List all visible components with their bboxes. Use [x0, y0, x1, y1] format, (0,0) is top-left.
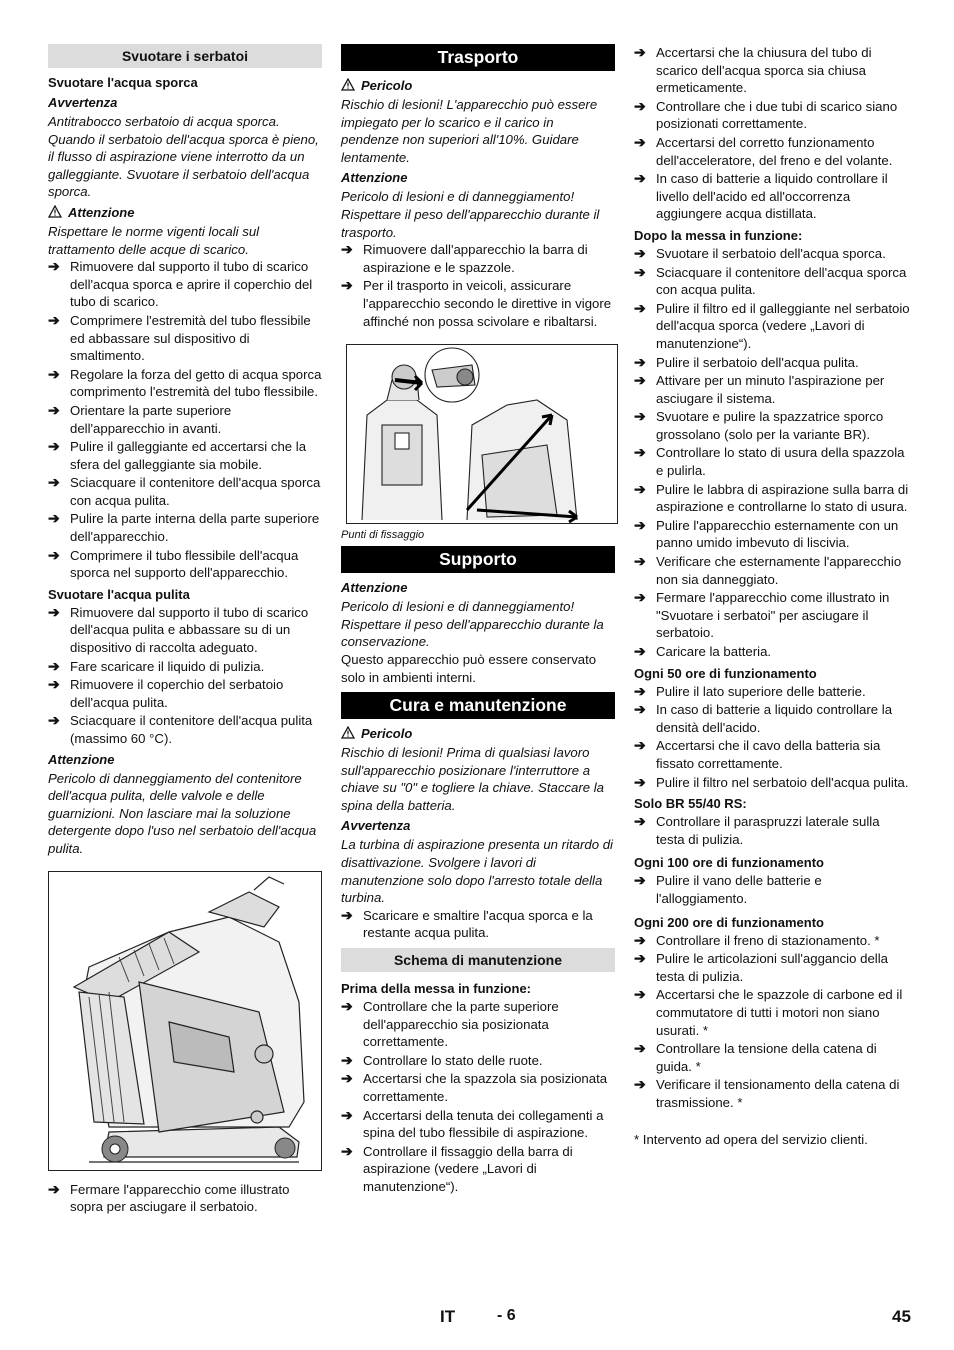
list-item: [48, 658, 322, 676]
list-item-text: Sciacquare il contenitore dell'acqua pulita (massimo 60 °C).: [70, 713, 313, 746]
list-item: [634, 264, 910, 299]
avvertenza-text: La turbina di aspirazione presenta un ritardo di disattivazione. Svolgere i lavori di manutenzione solo dopo l'arresto totale della turbina.: [341, 837, 613, 906]
list-item: [634, 643, 910, 661]
column-left: [48, 44, 322, 1217]
subheading-200-ore: Ogni 200 ore di funzionamento: [634, 914, 824, 930]
instruction-list-scaricare: [341, 907, 615, 942]
arrow-right-icon: ➔: [634, 408, 646, 425]
list-item-text: Pulire il galleggiante ed accertarsi che la sfera del galleggiante sia mobile.: [70, 439, 307, 472]
list-item: [48, 366, 322, 401]
arrow-right-icon: ➔: [48, 712, 60, 729]
subheading-acqua-sporca: Svuotare l'acqua sporca: [48, 75, 198, 90]
attenzione-label: Attenzione: [48, 204, 322, 221]
arrow-right-icon: ➔: [634, 170, 646, 187]
subheading-50-ore: Ogni 50 ore di funzionamento: [634, 665, 817, 681]
list-item: [634, 932, 910, 950]
arrow-right-icon: ➔: [634, 737, 646, 754]
list-item-text: Accertarsi che la spazzola sia posizionata correttamente.: [363, 1071, 608, 1104]
arrow-right-icon: ➔: [48, 676, 60, 693]
list-item-text: Controllare la tensione della catena di guida. *: [656, 1041, 877, 1074]
list-item-text: Accertarsi del corretto funzionamento dell'acceleratore, del freno e del volante.: [656, 134, 893, 168]
list-item-text: Attivare per un minuto l'aspirazione per asciugare il sistema.: [656, 373, 885, 406]
list-item: [634, 701, 910, 736]
column-middle: [341, 44, 615, 1197]
list-item-text: Sciacquare il contenitore dell'acqua sporca con acqua pulita.: [656, 264, 907, 298]
arrow-right-icon: ➔: [634, 950, 646, 967]
arrow-right-icon: ➔: [634, 1076, 646, 1093]
list-item-text: Pulire le articolazioni sull'aggancio della testa di pulizia.: [656, 951, 888, 984]
column-right: [634, 44, 910, 1149]
arrow-right-icon: ➔: [634, 813, 646, 830]
attenzione-text-2: Pericolo di danneggiamento del contenitore dell'acqua pulita, delle valvole e delle guarnizioni. Non lasciare mai la soluzione detergente dopo l'uso nel serbatoio dell'acqua pulita.: [48, 770, 317, 856]
warning-triangle-icon: [341, 78, 355, 91]
arrow-right-icon: ➔: [48, 510, 60, 527]
arrow-right-icon: ➔: [634, 444, 646, 461]
list-item-text: Rimuovere dal supporto il tubo di scarico dell'acqua pulita e abbassare su di un dispositivo di raccolta adeguato.: [70, 604, 309, 656]
instruction-list-200-ore: [634, 932, 910, 1112]
list-item-text: Pulire il filtro ed il galleggiante nel serbatoio dell'acqua sporca (vedere „Lavori di manutenzione“).: [656, 300, 910, 351]
arrow-right-icon: ➔: [341, 277, 353, 294]
list-item-text: Per il trasporto in veicoli, assicurare l'apparecchio secondo le direttive in vigore affinché non possa scivolare e ribaltarsi.: [363, 278, 612, 329]
list-item-text: Accertarsi che la chiusura del tubo di scarico dell'acqua sporca sia chiusa ermeticamente.: [656, 45, 872, 96]
list-item: [341, 1143, 615, 1196]
arrow-right-icon: ➔: [341, 906, 353, 923]
attenzione-text: Rispettare le norme vigenti locali sul trattamento delle acque di scarico.: [48, 223, 260, 257]
arrow-right-icon: ➔: [634, 263, 646, 280]
arrow-right-icon: ➔: [341, 1070, 353, 1087]
pericolo-text: Rischio di lesioni! L'apparecchio può essere impiegato per lo scarico e il carico in pendenze non superiori all'10%. Guidare lentamente.: [341, 97, 598, 165]
list-item-text: Sciacquare il contenitore dell'acqua sporca con acqua pulita.: [70, 475, 321, 508]
section-header-supporto: Supporto: [341, 546, 615, 573]
list-item: [341, 1070, 615, 1105]
figure-caption: Punti di fissaggio: [341, 529, 425, 542]
arrow-right-icon: ➔: [48, 546, 60, 563]
subheading-prima: Prima della messa in funzione:: [341, 981, 531, 997]
list-item: [634, 372, 910, 407]
footer-language: IT: [440, 1307, 456, 1326]
instruction-list-100-ore: [634, 872, 910, 907]
list-item: [48, 510, 322, 545]
supporto-text: Questo apparecchio può essere conservato solo in ambienti interni.: [341, 651, 597, 685]
list-item-text: Controllare il paraspruzzi laterale sulla testa di pulizia.: [656, 814, 880, 847]
list-item: [634, 300, 910, 353]
figure-tank-tilted: [48, 871, 322, 1171]
arrow-right-icon: ➔: [634, 97, 646, 114]
list-item-text: In caso di batterie a liquido controllare il livello dell'acido ed all'occorrenza aggiungere acqua distillata.: [656, 171, 888, 222]
arrow-right-icon: ➔: [48, 603, 60, 620]
list-item: [634, 683, 910, 701]
list-item: [341, 998, 615, 1051]
arrow-right-icon: ➔: [48, 1180, 60, 1197]
list-item: [634, 354, 910, 372]
avvertenza-label: Avvertenza: [341, 818, 411, 834]
arrow-right-icon: ➔: [634, 773, 646, 790]
list-item-text: Orientare la parte superiore dell'apparecchio in avanti.: [70, 402, 232, 436]
arrow-right-icon: ➔: [634, 516, 646, 533]
instruction-list-fermare: [48, 1181, 322, 1216]
list-item-text: Controllare che i due tubi di scarico siano posizionati correttamente.: [656, 98, 898, 132]
arrow-right-icon: ➔: [48, 365, 60, 382]
list-item: [634, 245, 910, 263]
subheading-100-ore: Ogni 100 ore di funzionamento: [634, 855, 824, 871]
avvertenza-label: Avvertenza: [48, 95, 118, 110]
arrow-right-icon: ➔: [634, 244, 646, 261]
footer-page-number: 45: [892, 1307, 911, 1326]
list-item: [634, 134, 910, 169]
list-item: [634, 44, 910, 97]
list-item: [634, 774, 910, 792]
arrow-right-icon: ➔: [634, 931, 646, 948]
instruction-list-pulita: [48, 604, 322, 748]
list-item-text: Rimuovere il coperchio del serbatoio dell'acqua pulita.: [70, 677, 284, 710]
list-item-text: Controllare che la parte superiore dell'apparecchio sia posizionata correttamente.: [363, 999, 559, 1050]
list-item-text: Controllare il fissaggio della barra di aspirazione (vedere „Lavori di manutenzione“).: [363, 1143, 573, 1194]
list-item-text: Pulire il filtro nel serbatoio dell'acqua pulita.: [656, 774, 909, 790]
arrow-right-icon: ➔: [634, 44, 646, 60]
section-header-schema: Schema di manutenzione: [341, 948, 615, 972]
list-item-text: Fermare l'apparecchio come illustrato in "Svuotare i serbatoi" per asciugare il serbatoio.: [656, 590, 890, 641]
list-item: [634, 813, 910, 848]
arrow-right-icon: ➔: [48, 401, 60, 418]
list-item: [634, 408, 910, 443]
attenzione-label-2: Attenzione: [341, 580, 408, 596]
list-item: [48, 676, 322, 711]
arrow-right-icon: ➔: [634, 299, 646, 316]
arrow-right-icon: ➔: [341, 1142, 353, 1159]
list-item-text: Accertarsi della tenuta dei collegamenti a spina del tubo flessibile di aspirazione.: [363, 1107, 604, 1141]
list-item: [48, 402, 322, 437]
list-item-text: Controllare lo stato delle ruote.: [363, 1052, 543, 1068]
list-item: [634, 986, 910, 1039]
figure-fixing-points: [346, 344, 618, 524]
arrow-right-icon: ➔: [48, 474, 60, 491]
arrow-right-icon: ➔: [48, 258, 60, 275]
list-item: [634, 553, 910, 588]
arrow-right-icon: ➔: [341, 998, 353, 1015]
arrow-right-icon: ➔: [634, 353, 646, 370]
list-item-text: Pulire il vano delle batterie e l'alloggiamento.: [656, 873, 822, 906]
arrow-right-icon: ➔: [48, 438, 60, 455]
list-item-text: Pulire il serbatoio dell'acqua pulita.: [656, 354, 859, 370]
list-item-text: Fermare l'apparecchio come illustrato sopra per asciugare il serbatoio.: [70, 1181, 290, 1215]
list-item-text: Rimuovere dal supporto il tubo di scarico dell'acqua sporca e aprire il coperchio del tubo di scarico.: [70, 259, 313, 310]
list-item-text: Pulire le labbra di aspirazione sulla barra di aspirazione e controllarne lo stato di usura.: [656, 481, 909, 515]
instruction-list-prima: [341, 998, 615, 1196]
instruction-list-50-ore: [634, 683, 910, 792]
arrow-right-icon: ➔: [634, 872, 646, 889]
list-item: [48, 438, 322, 473]
arrow-right-icon: ➔: [341, 1106, 353, 1123]
section-header-trasporto: Trasporto: [341, 44, 615, 71]
list-item-text: Regolare la forza del getto di acqua sporca comprimento l'estremità del tubo flessibile.: [70, 366, 322, 400]
pericolo-text-2: Rischio di lesioni! Prima di qualsiasi lavoro sull'apparecchio posizionare l'interruttore a chiave su "0" e togliere la chiave. Staccare la spina della batteria.: [341, 745, 604, 813]
list-item-text: Caricare la batteria.: [656, 644, 772, 659]
section-header-cura: Cura e manutenzione: [341, 692, 615, 719]
arrow-right-icon: ➔: [634, 682, 646, 699]
list-item-text: Scaricare e smaltire l'acqua sporca e la restante acqua pulita.: [363, 907, 593, 941]
list-item-text: In caso di batterie a liquido controllare la densità dell'acido.: [656, 702, 893, 735]
list-item-text: Pulire la parte interna della parte superiore dell'apparecchio.: [70, 511, 320, 545]
list-item: [634, 950, 910, 985]
list-item-text: Fare scaricare il liquido di pulizia.: [70, 658, 265, 674]
arrow-right-icon: ➔: [341, 241, 353, 258]
machine-illustration: [49, 872, 321, 1170]
list-item-text: Rimuovere dall'apparecchio la barra di aspirazione e le spazzole.: [363, 242, 588, 275]
list-item: [341, 241, 615, 276]
subheading-solo-br: Solo BR 55/40 RS:: [634, 796, 747, 812]
avvertenza-text: Antitrabocco serbatoio di acqua sporca. Quando il serbatoio dell'acqua sporca è pieno, il flusso di aspirazione viene interrotto da un galleggiante. Svuotare il serbatoio dell'acqua sporca.: [48, 114, 319, 200]
pericolo-label-2: Pericolo: [341, 725, 615, 742]
attenzione-text: Pericolo di lesioni e di danneggiamento! Rispettare il peso dell'apparecchio durante il trasporto.: [341, 189, 600, 240]
arrow-right-icon: ➔: [634, 480, 646, 497]
list-item-text: Verificare il tensionamento della catena di trasmissione. *: [656, 1077, 900, 1110]
list-item-text: Controllare il freno di stazionamento. *: [656, 932, 880, 948]
arrow-right-icon: ➔: [48, 657, 60, 674]
instruction-list-sporca: [48, 258, 322, 582]
list-item: [48, 474, 322, 509]
list-item: [634, 481, 910, 516]
footer-page-sub: - 6: [497, 1307, 516, 1324]
list-item-text: Verificare che esternamente l'apparecchio non sia danneggiato.: [656, 554, 902, 587]
instruction-list-trasporto: [341, 241, 615, 330]
list-item-text: Accertarsi che il cavo della batteria sia fissato correttamente.: [656, 738, 881, 771]
list-item-text: Pulire il lato superiore delle batterie.: [656, 683, 866, 699]
list-item-text: Accertarsi che le spazzole di carbone ed il commutatore di tutti i motori non siano usurati. *: [656, 987, 903, 1038]
list-item: [634, 737, 910, 772]
list-item: [634, 170, 910, 223]
warning-triangle-icon: [341, 726, 355, 739]
list-item: [341, 1052, 615, 1070]
list-item-text: Comprimere l'estremità del tubo flessibile ed abbassare sul dispositivo di smaltimento.: [70, 312, 311, 364]
footnote: * Intervento ad opera del servizio clienti.: [634, 1132, 868, 1148]
list-item: [48, 258, 322, 311]
arrow-right-icon: ➔: [48, 311, 60, 328]
attenzione-label-2: Attenzione: [48, 751, 115, 767]
list-item: [341, 907, 615, 942]
arrow-right-icon: ➔: [634, 643, 646, 659]
arrow-right-icon: ➔: [634, 1040, 646, 1057]
arrow-right-icon: ➔: [634, 986, 646, 1003]
list-item: [634, 517, 910, 552]
subheading-acqua-pulita: Svuotare l'acqua pulita: [48, 586, 190, 602]
arrow-right-icon: ➔: [634, 701, 646, 718]
list-item: [634, 1076, 910, 1111]
list-item-text: Controllare lo stato di usura della spazzola e pulirla.: [656, 445, 905, 479]
instruction-list-dopo: [634, 245, 910, 661]
list-item-text: Pulire l'apparecchio esternamente con un panno umido imbevuto di liscivia.: [656, 517, 899, 551]
transport-illustration: [347, 345, 617, 523]
section-header-svuotare: Svuotare i serbatoi: [48, 44, 322, 68]
list-item: [634, 1040, 910, 1075]
list-item-text: Comprimere il tubo flessibile dell'acqua sporca nel supporto dell'apparecchio.: [70, 547, 299, 581]
arrow-right-icon: ➔: [634, 133, 646, 150]
list-item: [48, 547, 322, 582]
list-item: [48, 712, 322, 747]
list-item: [634, 872, 910, 907]
list-item-text: Svuotare il serbatoio dell'acqua sporca.: [656, 245, 886, 261]
list-item: [341, 1107, 615, 1142]
attenzione-text-2: Pericolo di lesioni e di danneggiamento! Rispettare il peso dell'apparecchio durante la conservazione.: [341, 599, 604, 650]
instruction-list-solo-br: [634, 813, 910, 848]
list-item: [48, 312, 322, 365]
list-item: [634, 444, 910, 479]
warning-triangle-icon: [48, 205, 62, 218]
list-item: [48, 604, 322, 657]
pericolo-label: Pericolo: [341, 77, 615, 94]
arrow-right-icon: ➔: [634, 589, 646, 606]
arrow-right-icon: ➔: [634, 553, 646, 570]
list-item: [341, 277, 615, 330]
subheading-dopo: Dopo la messa in funzione:: [634, 227, 803, 243]
attenzione-label: Attenzione: [341, 170, 408, 186]
arrow-right-icon: ➔: [341, 1051, 353, 1068]
list-item: [634, 98, 910, 133]
list-item: [48, 1181, 322, 1216]
list-item: [634, 589, 910, 642]
list-item-text: Svuotare e pulire la spazzatrice sporco grossolano (solo per la variante BR).: [656, 409, 884, 442]
instruction-list-prima-cont: [634, 44, 910, 223]
arrow-right-icon: ➔: [634, 372, 646, 389]
